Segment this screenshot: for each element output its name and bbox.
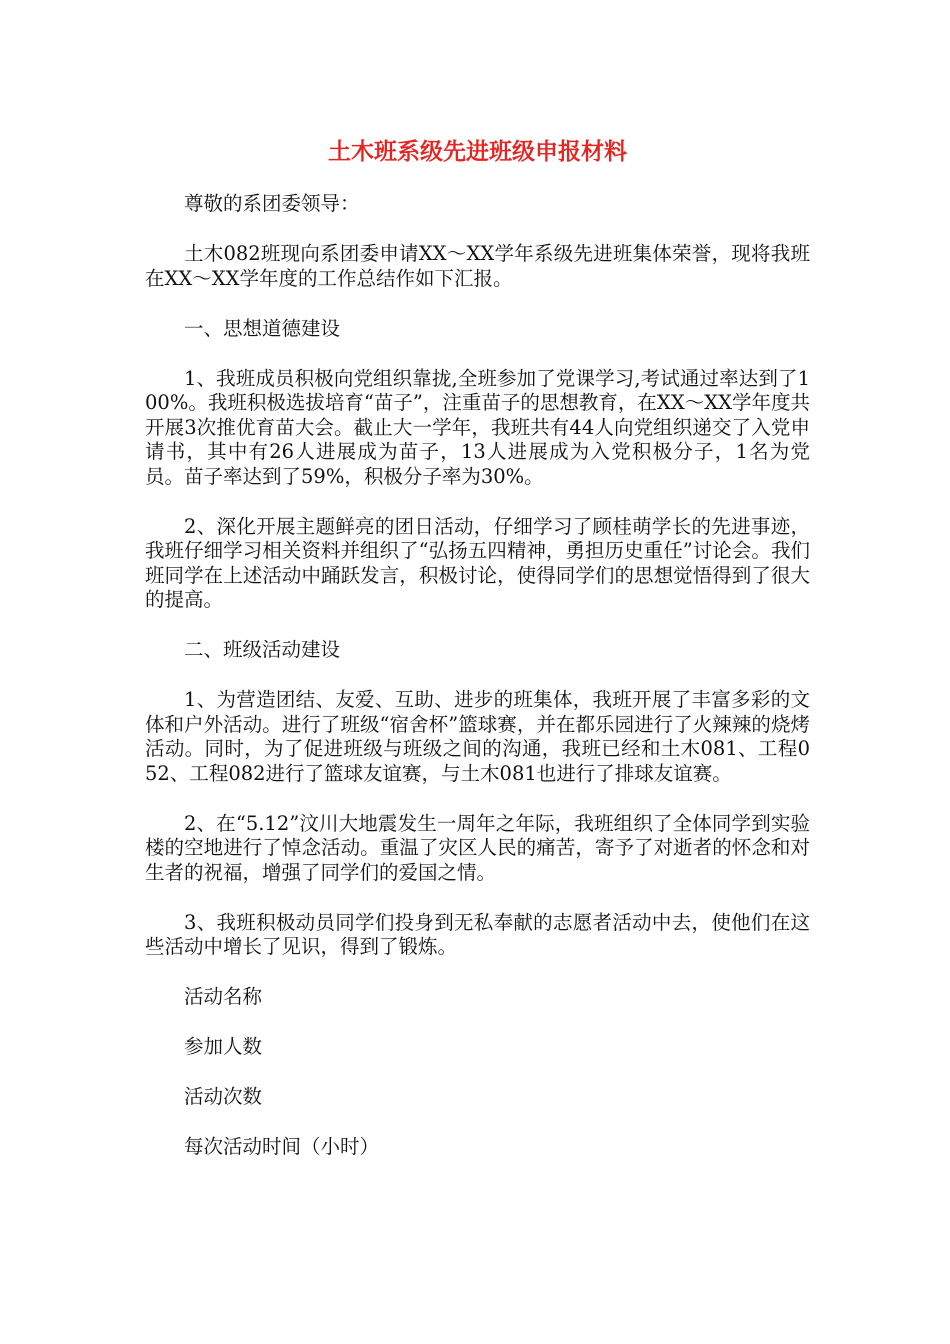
activity-item-3: 3、我班积极动员同学们投身到无私奉献的志愿者活动中去，使他们在这些活动中增长了见识，得到了锻炼。	[145, 910, 810, 958]
field-activity-name: 活动名称	[184, 985, 263, 1008]
section-heading-activities: 二、班级活动建设	[184, 638, 341, 661]
intro-paragraph: 土木082班现向系团委申请XX～XX学年系级先进班集体荣誉，现将我班在XX～XX学年度的工作总结作如下汇报。	[145, 242, 810, 290]
field-participants: 参加人数	[184, 1035, 263, 1058]
activity-item-2: 2、在“5.12”汶川大地震发生一周年之年际，我班组织了全体同学到实验楼的空地进行了悼念活动。重温了灾区人民的痛苦，寄予了对逝者的怀念和对生者的祝福，增强了同学们的爱国之情。	[145, 811, 810, 884]
document-page	[145, 130, 810, 1185]
moral-item-1: 1、我班成员积极向党组织靠拢,全班参加了党课学习,考试通过率达到了100%。我班积极选拔培育“苗子”，注重苗子的思想教育，在XX～XX学年度共开展3次推优育苗大会。截止大一学年，我班共有44人向党组织递交了入党申请书，其中有26人进展成为苗子，13人进展成为入党积极分子，1名为党员。苗子率达到了59%，积极分子率为30%。	[145, 366, 810, 488]
field-activity-count: 活动次数	[184, 1085, 263, 1108]
document-title: 土木班系级先进班级申报材料	[328, 139, 627, 165]
section-heading-moral: 一、思想道德建设	[184, 316, 341, 340]
field-activity-hours: 每次活动时间（小时）	[184, 1135, 380, 1158]
activity-item-1: 1、为营造团结、友爱、互助、进步的班集体，我班开展了丰富多彩的文体和户外活动。进行了班级“宿舍杯”篮球赛，并在都乐园进行了火辣辣的烧烤活动。同时，为了促进班级与班级之间的沟通，我班已经和土木081、工程052、工程082进行了篮球友谊赛，与土木081也进行了排球友谊赛。	[145, 688, 810, 785]
moral-item-2: 2、深化开展主题鲜亮的团日活动，仔细学习了顾桂萌学长的先进事迹，我班仔细学习相关资料并组织了“弘扬五四精神，勇担历史重任”讨论会。我们班同学在上述活动中踊跃发言，积极讨论，使得同学们的思想觉悟得到了很大的提高。	[145, 514, 810, 611]
salutation: 尊敬的系团委领导：	[184, 192, 360, 215]
